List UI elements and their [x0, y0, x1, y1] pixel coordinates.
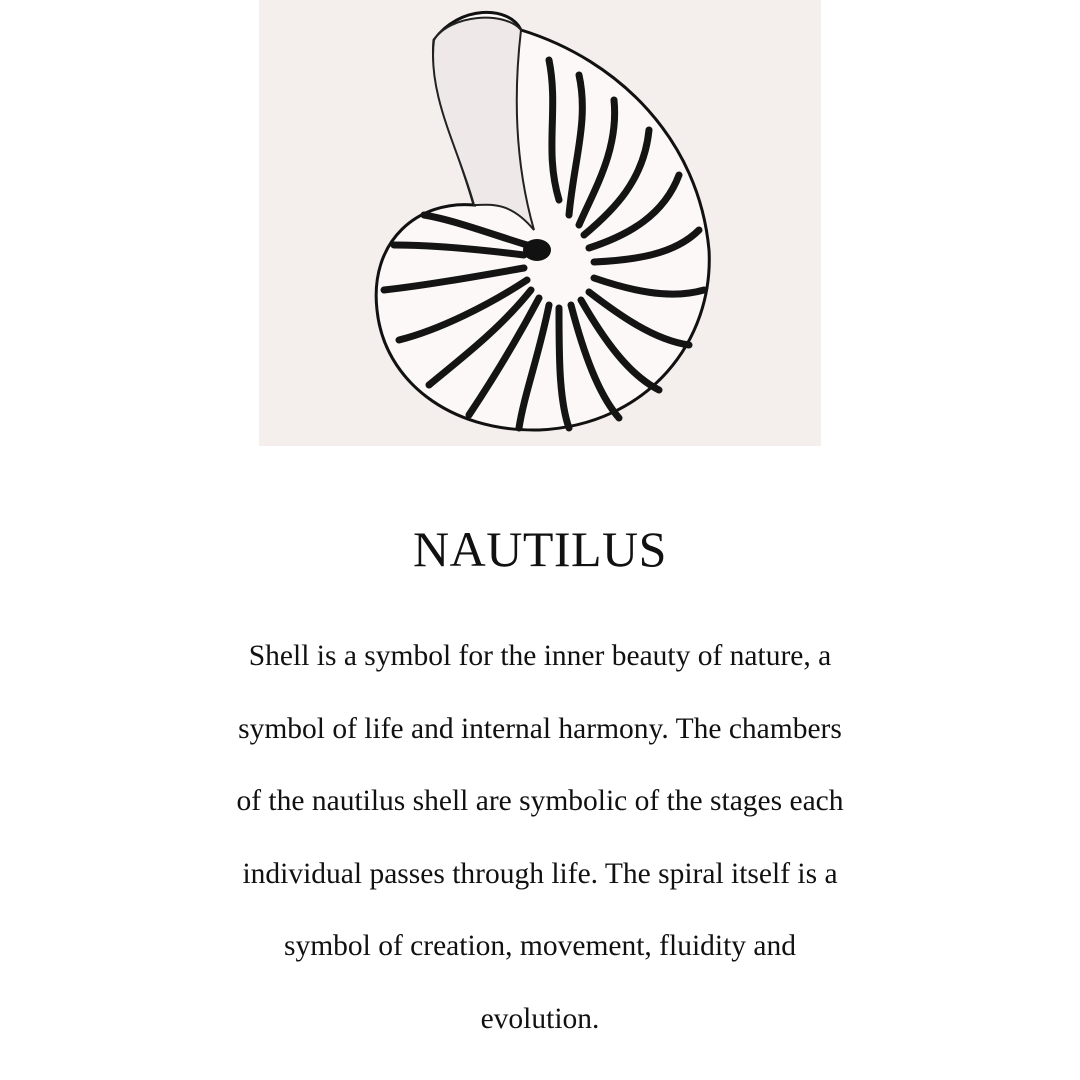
page-title: NAUTILUS [413, 521, 667, 577]
description-line: Shell is a symbol for the inner beauty of nature, a [248, 640, 832, 672]
description-paragraph [0, 620, 1080, 1055]
description-line: symbol of creation, movement, fluidity and [283, 930, 797, 962]
description-line: symbol of life and internal harmony. The chambers [238, 712, 842, 745]
description-line: individual passes through life. The spiral itself is a [242, 857, 838, 890]
description-line: of the nautilus shell are symbolic of the stages each [236, 785, 844, 817]
nautilus-shell-illustration [259, 0, 821, 446]
shell-drawing [259, 0, 821, 446]
shell-umbilicus [523, 239, 551, 261]
shell-outline [376, 12, 709, 430]
description-line: evolution. [480, 1002, 600, 1035]
